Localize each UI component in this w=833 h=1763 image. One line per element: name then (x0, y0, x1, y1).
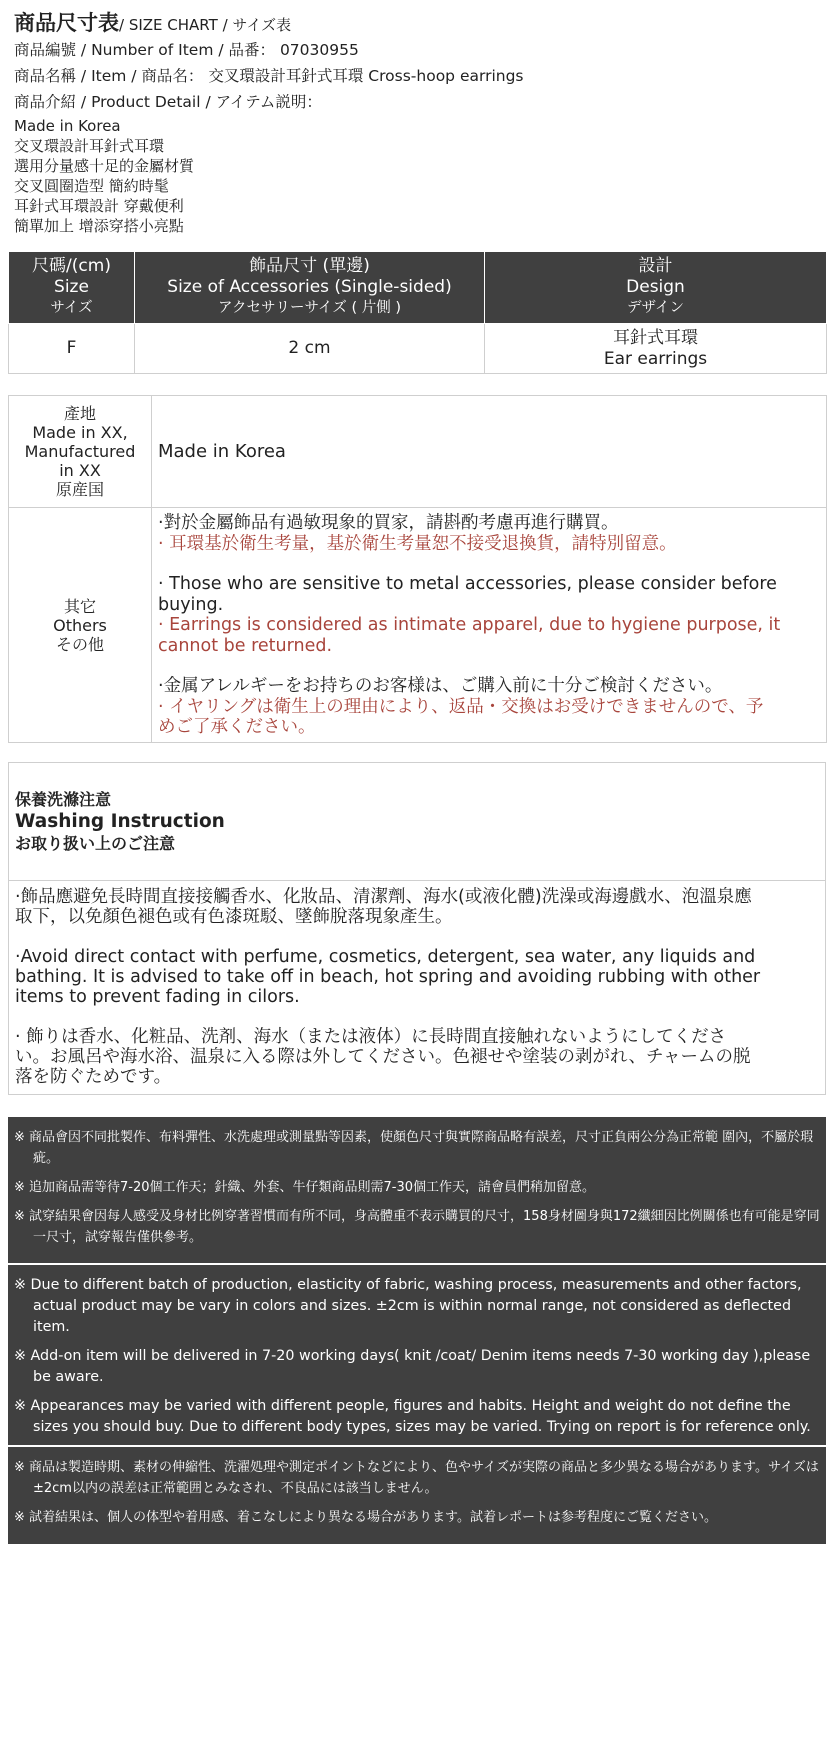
title-sub: / SIZE CHART / サイズ表 (119, 16, 292, 34)
note-no-return-en: · Earrings is considered as intimate apparel, due to hygiene purpose, it cannot be returned. (158, 615, 781, 656)
washing-heading: 保養洗滌注意 Washing Instruction お取り扱い上のご注意 (15, 790, 225, 853)
page-title (14, 7, 291, 37)
note-no-return-jp: · イヤリングは衛生上の理由により、返品・交換はお受けできませんので、予 めご了承ください。 (158, 696, 764, 737)
note-no-return-zh: · 耳環基於衛生考量，基於衛生考量恕不接受退換貨，請特別留意。 (158, 533, 677, 554)
product-detail-list (14, 116, 194, 236)
notice-item: ※ 商品會因不同批製作、布料彈性、水洗處理或測量點等因素，使顏色尺寸與實際商品略有誤差，尺寸正負兩公分為正常範 圍內，不屬於瑕疵。 (14, 1130, 814, 1166)
cell-size: F (9, 324, 135, 374)
notice-box-en (8, 1265, 826, 1445)
notice-box-jp (8, 1447, 826, 1544)
header-design: 設計 Design デザイン (485, 252, 827, 324)
note-metal-allergy-zh: ·對於金屬飾品有過敏現象的買家，請斟酌考慮再進行購買。 (158, 513, 619, 533)
detail-item: 選用分量感十足的金屬材質 (14, 157, 195, 175)
others-label: 其它 Others その他 (9, 508, 152, 743)
detail-item: 簡單加上 增添穿搭小亮點 (14, 217, 184, 235)
cell-accessory-size: 2 cm (135, 324, 485, 374)
notice-item: ※ Add-on item will be delivered in 7-20 working days( knit /coat/ Denim items needs 7-30 working day ),please be aware. (14, 1348, 811, 1385)
washing-jp: · 飾りは香水、化粧品、洗剤、海水（または液体）に長時間直接触れないようにしてくださ い。お風呂や海水浴、温泉に入る際は外してください。色褪せや塗装の剥がれ、チャームの脱 落を防ぐためです。 (15, 1027, 751, 1087)
washing-en: ·Avoid direct contact with perfume, cosmetics, detergent, sea water, any liquids and bathing. It is advised to take off in beach, hot spring and avoiding rubbing with other items to prevent fading in cilors. (15, 947, 761, 1007)
notice-item: ※ 商品は製造時期、素材の伸縮性、洗濯処理や測定ポイントなどにより、色やサイズが実際の商品と多少異なる場合があります。サイズは±2cm以内の誤差は正常範囲とみなされ、不良品には該当しません。 (14, 1460, 819, 1496)
washing-zh: ·飾品應避免長時間直接接觸香水、化妝品、清潔劑、海水(或液化體)洗澡或海邊戲水、泡溫泉應 取下，以免顏色褪色或有色漆斑駁、墜飾脫落現象產生。 (15, 887, 752, 927)
header-accessory-size: 飾品尺寸 (單邊) Size of Accessories (Single-sided) アクセサリーサイズ ( 片側 ) (135, 252, 485, 324)
washing-body (15, 887, 821, 1087)
washing-instruction-box (8, 762, 826, 1095)
notice-item: ※ Due to different batch of production, elasticity of fabric, washing process, measurements and other factors, actual product may be vary in colors and sizes. ±2cm is within normal range, not considered as deflected item. (14, 1277, 802, 1335)
detail-item: 耳針式耳環設計 穿戴便利 (14, 197, 184, 215)
notice-item: ※ 追加商品需等待7-20個工作天；針織、外套、牛仔類商品則需7-30個工作天，請會員們稍加留意。 (14, 1180, 596, 1195)
notice-item: ※ Appearances may be varied with different people, figures and habits. Height and weight do not define the sizes you should buy. Due to different body types, sizes may be varied. Trying on report is for reference only. (14, 1398, 811, 1435)
origin-row (9, 396, 827, 508)
item-name: 交叉環設計耳針式耳環 Cross-hoop earrings (208, 67, 524, 85)
note-metal-allergy-en: · Those who are sensitive to metal accessories, please consider before buying. (158, 574, 777, 615)
item-number: 07030955 (279, 41, 359, 59)
header-size: 尺碼/(cm) Size サイズ (9, 252, 135, 324)
product-detail-label: 商品介紹 / Product Detail / アイテム説明： (14, 93, 322, 111)
size-table-header (9, 252, 827, 324)
divider (9, 880, 825, 881)
item-name-line (14, 64, 524, 86)
origin-value: Made in Korea (152, 396, 827, 508)
notice-box-zh (8, 1117, 826, 1263)
notice-item: ※ 試着結果は、個人の体型や着用感、着こなしにより異なる場合があります。試着レポートは参考程度にご覧ください。 (14, 1510, 717, 1525)
size-table (8, 251, 827, 374)
detail-item: Made in Korea (14, 117, 121, 135)
title-main: 商品尺寸表 (14, 11, 119, 35)
notice-item: ※ 試穿結果會因每人感受及身材比例穿著習慣而有所不同，身高體重不表示購買的尺寸，158身材圖身與172纖細因比例關係也有可能是穿同一尺寸，試穿報告僅供參考。 (14, 1209, 820, 1245)
table-row (9, 324, 827, 374)
detail-item: 交叉環設計耳針式耳環 (14, 137, 165, 155)
item-number-line (14, 38, 359, 60)
item-number-label: 商品編號 / Number of Item / 品番： (14, 41, 275, 59)
origin-others-table (8, 395, 827, 743)
others-notes (152, 508, 827, 743)
origin-label: 產地 Made in XX, Manufactured in XX 原産国 (9, 396, 152, 508)
item-name-label: 商品名稱 / Item / 商品名： (14, 67, 204, 85)
others-row (9, 508, 827, 743)
cell-design: 耳針式耳環 Ear earrings (485, 324, 827, 374)
note-metal-allergy-jp: ·金属アレルギーをお持ちのお客様は、ご購入前に十分ご検討ください。 (158, 676, 723, 696)
detail-item: 交叉圓圈造型 簡約時髦 (14, 177, 169, 195)
